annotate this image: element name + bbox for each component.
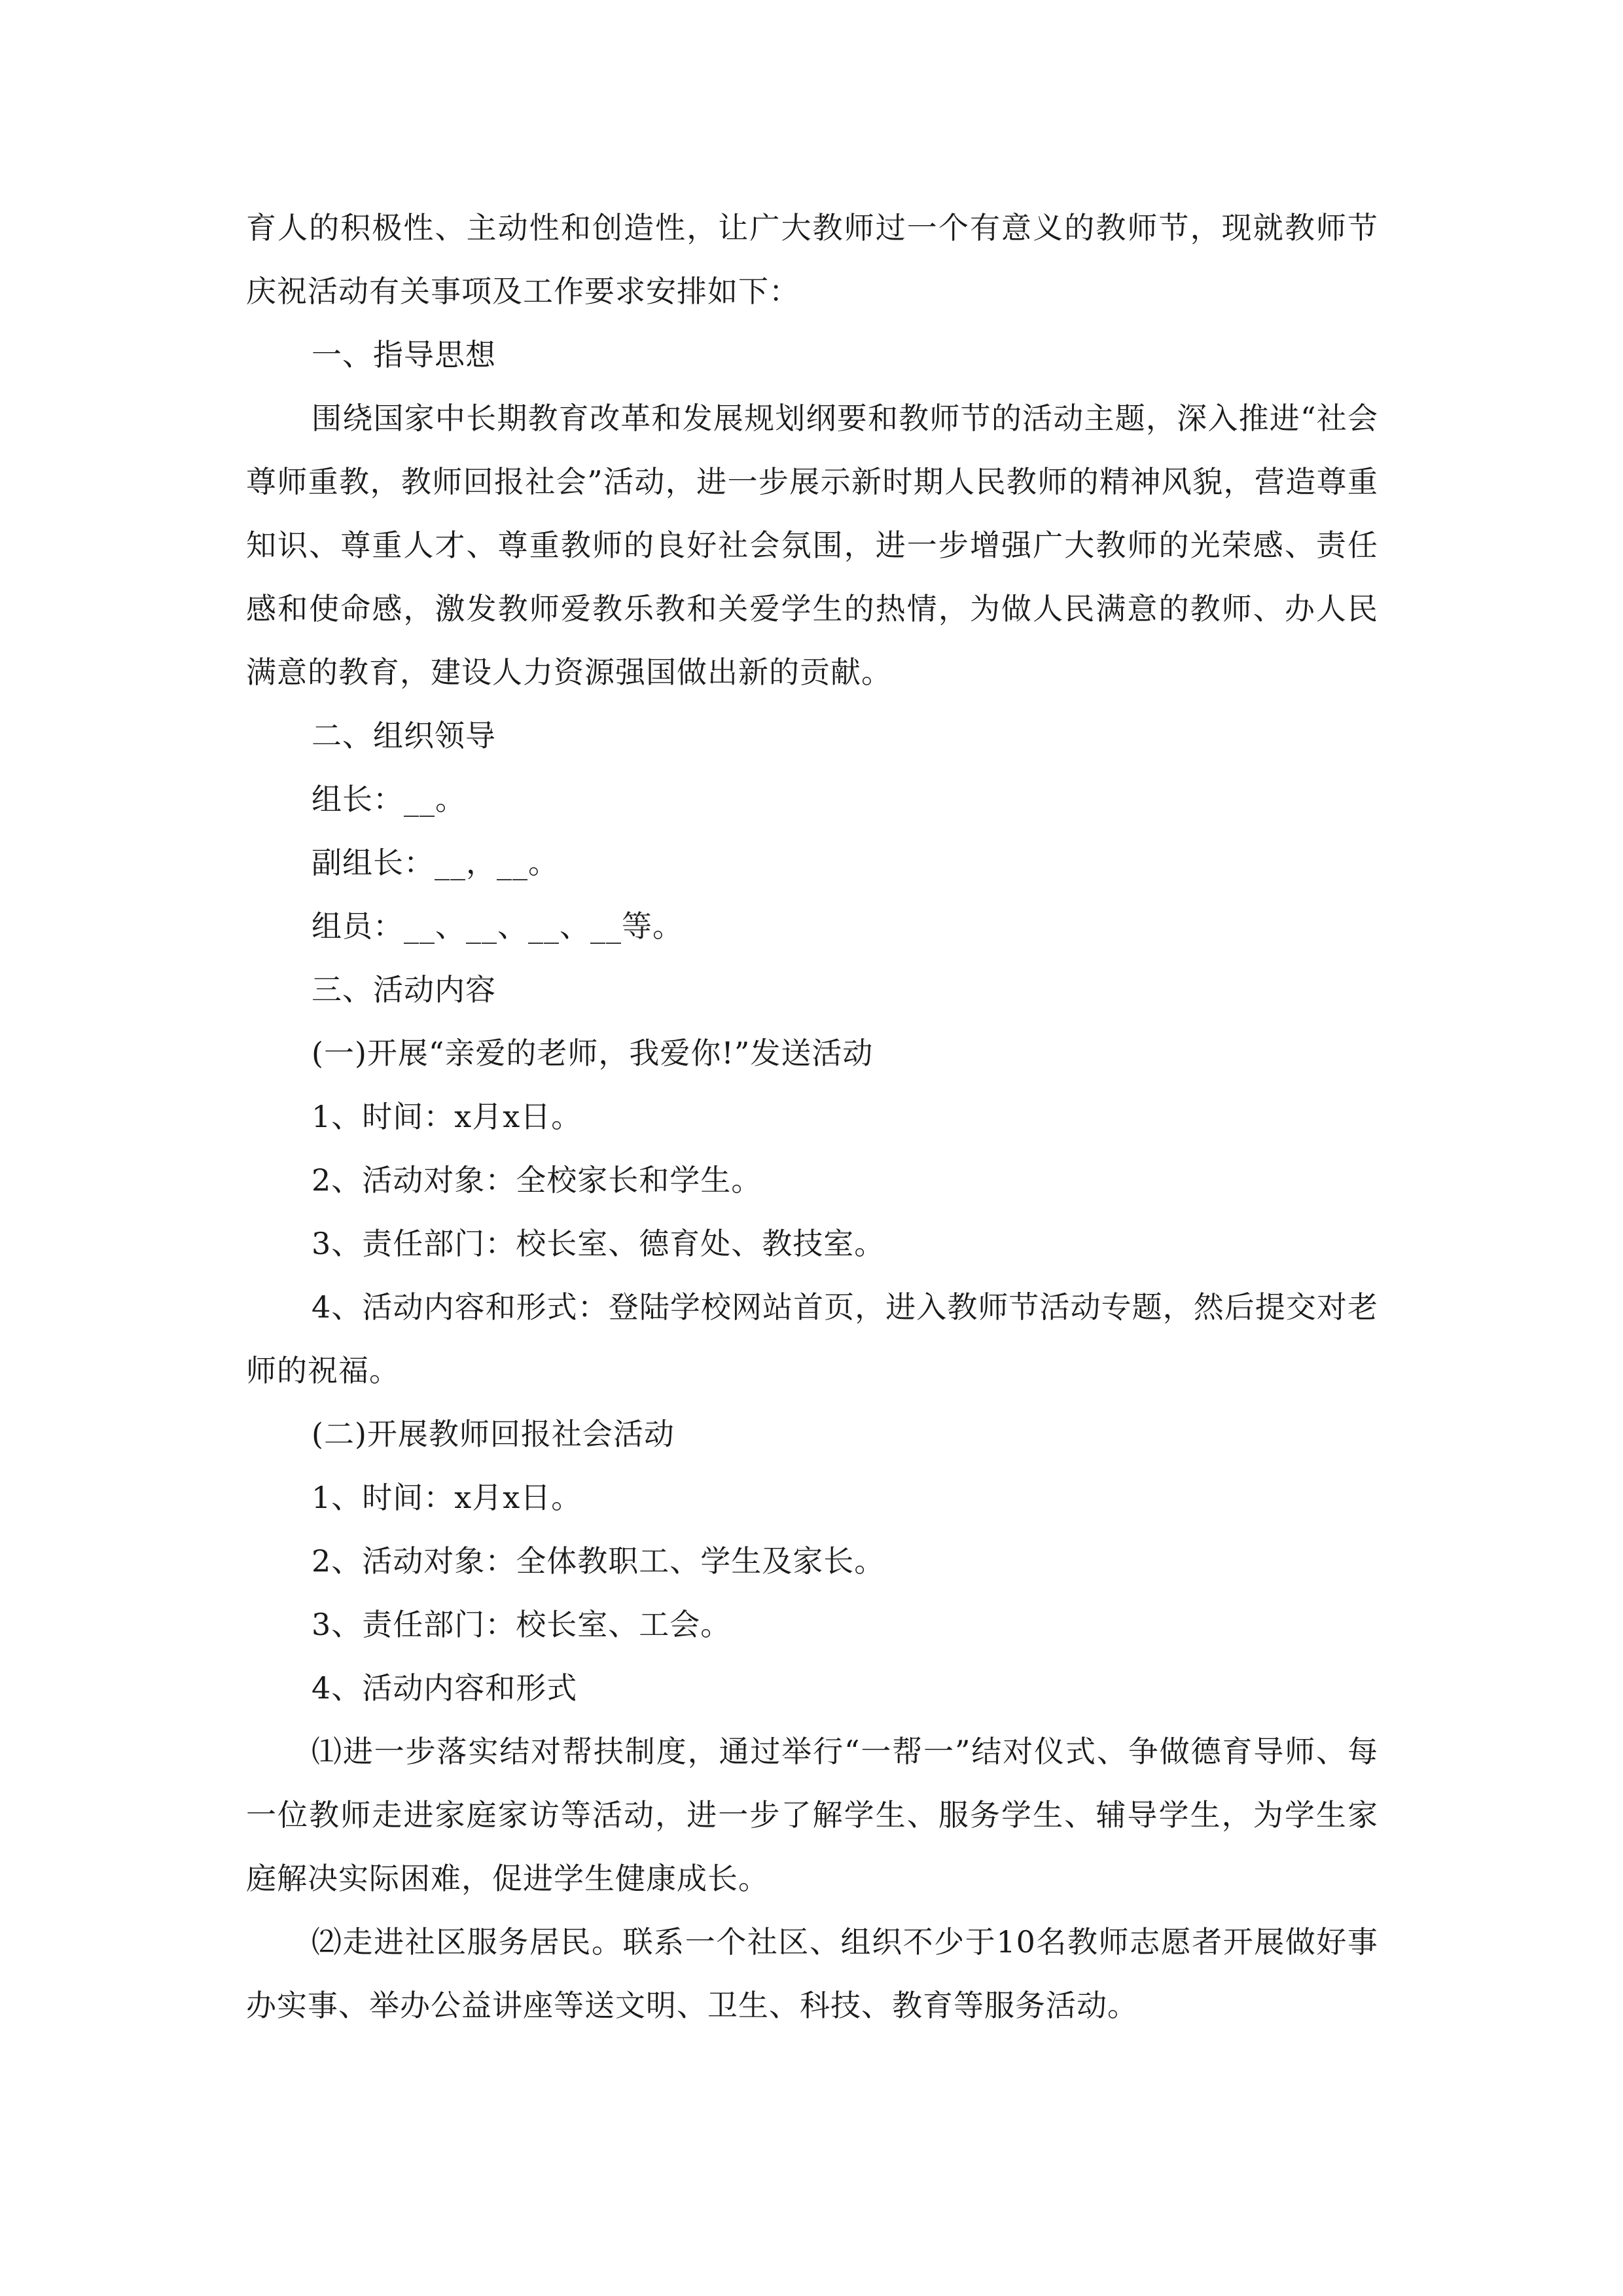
document-body	[246, 196, 1378, 2037]
subsection-1-item-time: 1、时间：x月x日。	[312, 1099, 582, 1134]
section-heading-activities: 三、活动内容	[312, 972, 496, 1007]
section-heading-leadership: 二、组织领导	[312, 718, 496, 753]
subsection-2-content-point-1: ⑴进一步落实结对帮扶制度，通过举行“一帮一”结对仪式、争做德育导师、每一位教师走进家庭家访等活动，进一步了解学生、服务学生、辅导学生，为学生家庭解决实际困难，促进学生健康成长。	[246, 1734, 1378, 1896]
subsection-2-item-department: 3、责任部门：校长室、工会。	[312, 1607, 732, 1642]
subsection-2-item-target: 2、活动对象：全体教职工、学生及家长。	[312, 1543, 885, 1579]
subsection-1-item-content: 4、活动内容和形式：登陆学校网站首页，进入教师节活动专题，然后提交对老师的祝福。	[246, 1289, 1378, 1388]
section-heading-guiding-thought: 一、指导思想	[312, 337, 496, 372]
intro-paragraph: 育人的积极性、主动性和创造性，让广大教师过一个有意义的教师节，现就教师节庆祝活动有关事项及工作要求安排如下：	[246, 210, 1378, 309]
subsection-1-item-target: 2、活动对象：全校家长和学生。	[312, 1162, 762, 1198]
subsection-2-item-time: 1、时间：x月x日。	[312, 1480, 582, 1515]
subsection-1-item-department: 3、责任部门：校长室、德育处、教技室。	[312, 1226, 885, 1261]
subsection-heading-1: (一)开展“亲爱的老师，我爱你!”发送活动	[312, 1035, 874, 1071]
subsection-heading-2: (二)开展教师回报社会活动	[312, 1416, 675, 1452]
subsection-2-content-point-2: ⑵走进社区服务居民。联系一个社区、组织不少于10名教师志愿者开展做好事办实事、举办公益讲座等送文明、卫生、科技、教育等服务活动。	[246, 1924, 1378, 2023]
leader-line: 组长：__。	[312, 781, 466, 817]
guiding-thought-paragraph: 围绕国家中长期教育改革和发展规划纲要和教师节的活动主题，深入推进“社会尊师重教，教师回报社会”活动，进一步展示新时期人民教师的精神风貌，营造尊重知识、尊重人才、尊重教师的良好社会氛围，进一步增强广大教师的光荣感、责任感和使命感，激发教师爱教乐教和关爱学生的热情，为做人民满意的教师、办人民满意的教育，建设人力资源强国做出新的贡献。	[246, 401, 1378, 690]
members-line: 组员：__、__、__、__等。	[312, 908, 683, 944]
deputy-leader-line: 副组长：__，__。	[312, 845, 559, 880]
subsection-2-item-content-heading: 4、活动内容和形式	[312, 1670, 578, 1706]
